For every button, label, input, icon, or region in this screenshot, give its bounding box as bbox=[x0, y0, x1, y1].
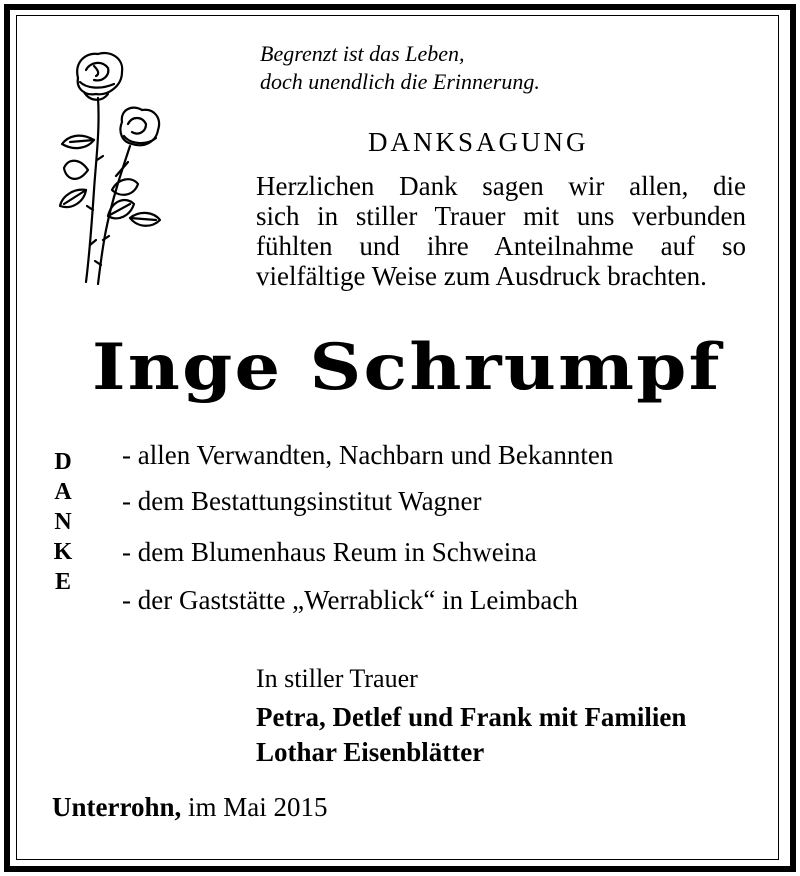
danke-item: - dem Blumenhaus Reum in Schweina bbox=[122, 537, 537, 567]
danke-vertical bbox=[48, 447, 78, 597]
danke-item: - der Gaststätte „Werrablick“ in Leimbach bbox=[122, 585, 578, 615]
danke-item: - allen Verwandten, Nachbarn und Bekannten bbox=[122, 440, 614, 470]
danke-letter: E bbox=[54, 569, 71, 595]
place-month: im Mai 2015 bbox=[188, 792, 328, 822]
danke-letter: A bbox=[54, 479, 72, 505]
quote-line-1: Begrenzt ist das Leben, bbox=[260, 41, 465, 66]
thanks-line-2: sich in stiller Trauer mit uns verbunden bbox=[256, 201, 746, 231]
place-date bbox=[52, 792, 328, 823]
danke-item: - dem Bestattungsinstitut Wagner bbox=[122, 486, 482, 516]
danke-letter: D bbox=[54, 449, 72, 475]
rose-icon bbox=[56, 40, 168, 290]
mourning-phrase: In stiller Trauer bbox=[256, 664, 418, 693]
thanks-paragraph bbox=[256, 171, 746, 291]
heading-danksagung: DANKSAGUNG bbox=[368, 127, 589, 157]
thanks-line-4: vielfältige Weise zum Ausdruck brachten. bbox=[256, 261, 707, 291]
family-line-2: Lothar Eisenblätter bbox=[256, 737, 485, 767]
danke-letter: N bbox=[54, 509, 72, 535]
place-town: Unterrohn, bbox=[52, 792, 182, 822]
memorial-quote bbox=[260, 40, 540, 96]
deceased-name: Inge Schrumpf bbox=[92, 330, 722, 405]
quote-line-2: doch unendlich die Erinnerung. bbox=[260, 69, 540, 94]
thanks-line-1: Herzlichen Dank sagen wir allen, die bbox=[256, 171, 746, 201]
danke-letter: K bbox=[53, 539, 73, 565]
family-line-1: Petra, Detlef und Frank mit Familien bbox=[256, 702, 687, 732]
thanks-line-3: fühlten und ihre Anteilnahme auf so bbox=[256, 231, 746, 261]
